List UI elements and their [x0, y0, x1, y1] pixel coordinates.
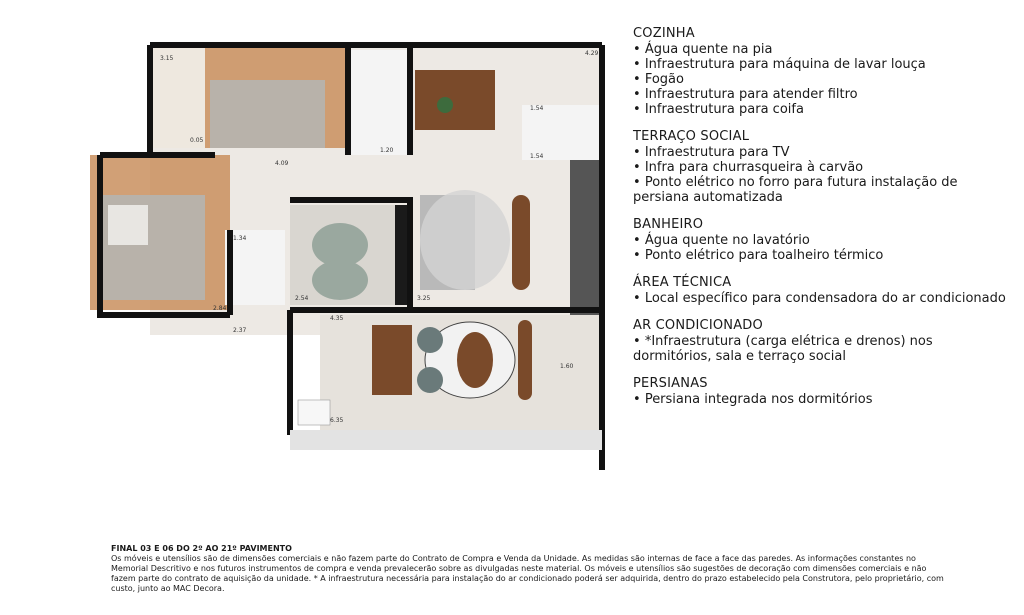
dim-label: 1.20 [380, 147, 394, 154]
list-item: • Água quente no lavatório [633, 233, 1013, 248]
dim-label: 2.84 [213, 305, 227, 312]
terrace-railing [290, 430, 602, 450]
dim-label: 1.34 [233, 235, 247, 242]
rug [420, 190, 510, 290]
grill [298, 400, 330, 425]
terrace-table [372, 325, 412, 395]
dim-label: 2.37 [233, 327, 247, 334]
list-item: • Infraestrutura para TV [633, 145, 1013, 160]
list-item: • Infraestrutura para máquina de lavar louça [633, 57, 1013, 72]
list-item: • Persiana integrada nos dormitórios [633, 392, 1013, 407]
list-item: • Infra para churrasqueira à carvão [633, 160, 1013, 175]
tv-stand [512, 195, 530, 290]
terrace-bench [518, 320, 532, 400]
single-bed [210, 80, 325, 148]
dim-label: 1.54 [530, 105, 544, 112]
floor-plan [90, 30, 630, 480]
list-item: • Local específico para condensadora do ar condicionado [633, 291, 1013, 306]
list-item: • Fogão [633, 72, 1013, 87]
bathroom-3 [522, 105, 600, 160]
specifications-panel [633, 26, 1013, 419]
kitchen-counter [570, 160, 600, 330]
dim-label: 4.09 [275, 160, 289, 167]
dim-label: 0.05 [190, 137, 204, 144]
dim-label: 1.54 [530, 153, 544, 160]
list-item: • *Infraestrutura (carga elétrica e drenos) nos dormitórios, sala e terraço social [633, 334, 1013, 364]
terrace-chair-1 [417, 327, 443, 353]
dim-label: 6.35 [330, 417, 344, 424]
section-title: COZINHA [633, 26, 695, 41]
coffee-table [457, 332, 493, 388]
section-items [633, 291, 1013, 306]
dim-label: 1.60 [560, 363, 574, 370]
section-items [633, 233, 1013, 263]
section-items [633, 145, 1013, 205]
dim-label: 3.25 [417, 295, 431, 302]
list-item: • Ponto elétrico para toalheiro térmico [633, 248, 1013, 263]
section-title: BANHEIRO [633, 217, 704, 232]
footer-disclaimer [111, 544, 951, 594]
section-persianas [633, 376, 1013, 407]
pillows [108, 205, 148, 245]
section-ar-condicionado [633, 318, 1013, 364]
dim-label: 4.29 [585, 50, 599, 57]
section-items [633, 334, 1013, 364]
list-item: • Água quente na pia [633, 42, 1013, 57]
armchair-2 [312, 260, 368, 300]
terrace-chair-2 [417, 367, 443, 393]
section-title: AR CONDICIONADO [633, 318, 763, 333]
list-item: • Infraestrutura para atender filtro [633, 87, 1013, 102]
dim-label: 2.54 [295, 295, 309, 302]
bedroom-2-balcony [150, 48, 205, 148]
section-area-tecnica [633, 275, 1013, 306]
section-items [633, 42, 1013, 117]
footer-title: FINAL 03 E 06 DO 2º AO 21º PAVIMENTO [111, 544, 292, 553]
footer-text: Os móveis e utensílios são de dimensões comerciais e não fazem parte do Contrato de Compra e Venda da Unidade. As medidas são internas de face a face das paredes. As informações constantes no Memorial Descritivo e nos futuros instrumentos de compra e venda prevalecerão sobre as divulgadas neste material. Os móveis e utensílios são sugestões de decoração com dimensões comerciais e não fazem parte do contrato de aquisição da unidade. * A infraestrutura necessária para instalação do ar condicionado poderá ser adquirida, dentro do prazo estabelecido pela Construtora, pelo proprietário, com custo, junto ao MAC Decora. [111, 554, 944, 593]
dim-label: 4.35 [330, 315, 344, 322]
section-title: TERRAÇO SOCIAL [633, 129, 750, 144]
dining-table [415, 70, 495, 130]
section-items [633, 392, 1013, 407]
table-plant [437, 97, 453, 113]
bathroom-1 [348, 50, 410, 155]
section-cozinha [633, 26, 1013, 117]
dim-label: 3.15 [160, 55, 174, 62]
section-title: PERSIANAS [633, 376, 708, 391]
section-terraco-social [633, 129, 1013, 205]
list-item: • Infraestrutura para coifa [633, 102, 1013, 117]
floor-plan-drawing [90, 30, 630, 480]
section-banheiro [633, 217, 1013, 263]
section-title: ÁREA TÉCNICA [633, 275, 732, 290]
list-item: • Ponto elétrico no forro para futura instalação de persiana automatizada [633, 175, 1013, 205]
